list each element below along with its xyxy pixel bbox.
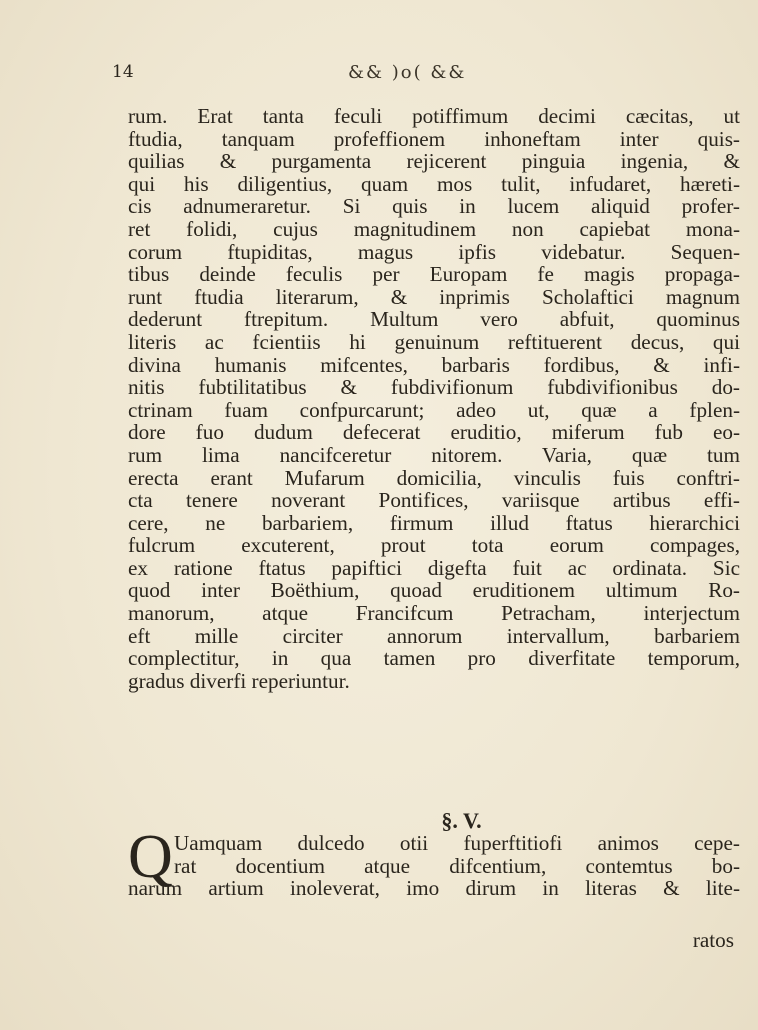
text-line: cis adnumeraretur. Si quis in lucem aliquid profer- — [128, 194, 740, 219]
text-line: corum ftupiditas, magus ipfis videbatur. Sequen- — [128, 239, 740, 264]
text-line: erecta erant Mufarum domicilia, vinculis fuis conftri- — [128, 465, 740, 490]
text-line: dederunt ftrepitum. Multum vero abfuit, quominus — [128, 307, 740, 332]
text-line: complectitur, in qua tamen pro diverfitate temporum, — [128, 646, 740, 671]
paragraph-1 — [128, 105, 740, 692]
text-line: gradus diverfi reperiuntur. — [128, 668, 350, 693]
text-line: tibus deinde feculis per Europam fe magis propaga- — [128, 262, 740, 287]
text-line: eft mille circiter annorum intervallum, barbariem — [128, 623, 740, 648]
page-number: 14 — [112, 62, 134, 82]
text-line: dore fuo dudum defecerat eruditio, miferum fub eo- — [128, 420, 740, 445]
text-line: divina humanis mifcentes, barbaris fordibus, & infi- — [128, 352, 740, 377]
text-line: runt ftudia literarum, & inprimis Scholaftici magnum — [128, 284, 740, 309]
text-line: ftudia, tanquam profeffionem inhoneftam inter quis- — [128, 126, 740, 151]
text-line: nitis fubtilitatibus & fubdivifionum fubdivifionibus do- — [128, 375, 740, 400]
running-header — [108, 62, 628, 92]
catchword: ratos — [692, 928, 734, 952]
text-line: narum artium inoleverat, imo dirum in literas & lite- — [128, 876, 740, 901]
text-line: quilias & purgamenta rejicerent pinguia ingenia, & — [128, 149, 740, 174]
text-line: rum lima nancifceretur nitorem. Varia, quæ tum — [128, 442, 740, 467]
text-line: qui his diligentius, quam mos tulit, infudaret, hæreti- — [128, 171, 740, 196]
paragraph-2 — [128, 823, 740, 901]
text-line: rum. Erat tanta feculi potiffimum decimi cæcitas, ut — [128, 104, 740, 128]
text-line: cere, ne barbariem, firmum illud ftatus hierarchici — [128, 510, 740, 535]
text-line: ex ratione ftatus papiftici digefta fuit ac ordinata. Sic — [128, 555, 740, 580]
text-line: Uamquam dulcedo otii fuperftitiofi animos cepe- — [174, 831, 740, 855]
text-line: fulcrum excuterent, prout tota eorum compages, — [128, 533, 740, 558]
drop-cap: Q — [128, 823, 173, 891]
text-line: manorum, atque Francifcum Petracham, interjectum — [128, 601, 740, 626]
text-line: rat docentium atque difcentium, contemtus bo- — [174, 853, 740, 878]
header-ornament: && )o( && — [348, 62, 467, 83]
section-number: §. V. — [441, 808, 482, 833]
text-line: ret folidi, cujus magnitudinem non capiebat mona- — [128, 216, 740, 241]
text-line: ctrinam fuam confpurcarunt; adeo ut, quæ a fplen- — [128, 397, 740, 422]
text-line: literis ac fcientiis hi genuinum reftituerent decus, qui — [128, 329, 740, 354]
text-line: quod inter Boëthium, quoad eruditionem ultimum Ro- — [128, 578, 740, 603]
text-line: cta tenere noverant Pontifices, variisque artibus effi- — [128, 488, 740, 513]
